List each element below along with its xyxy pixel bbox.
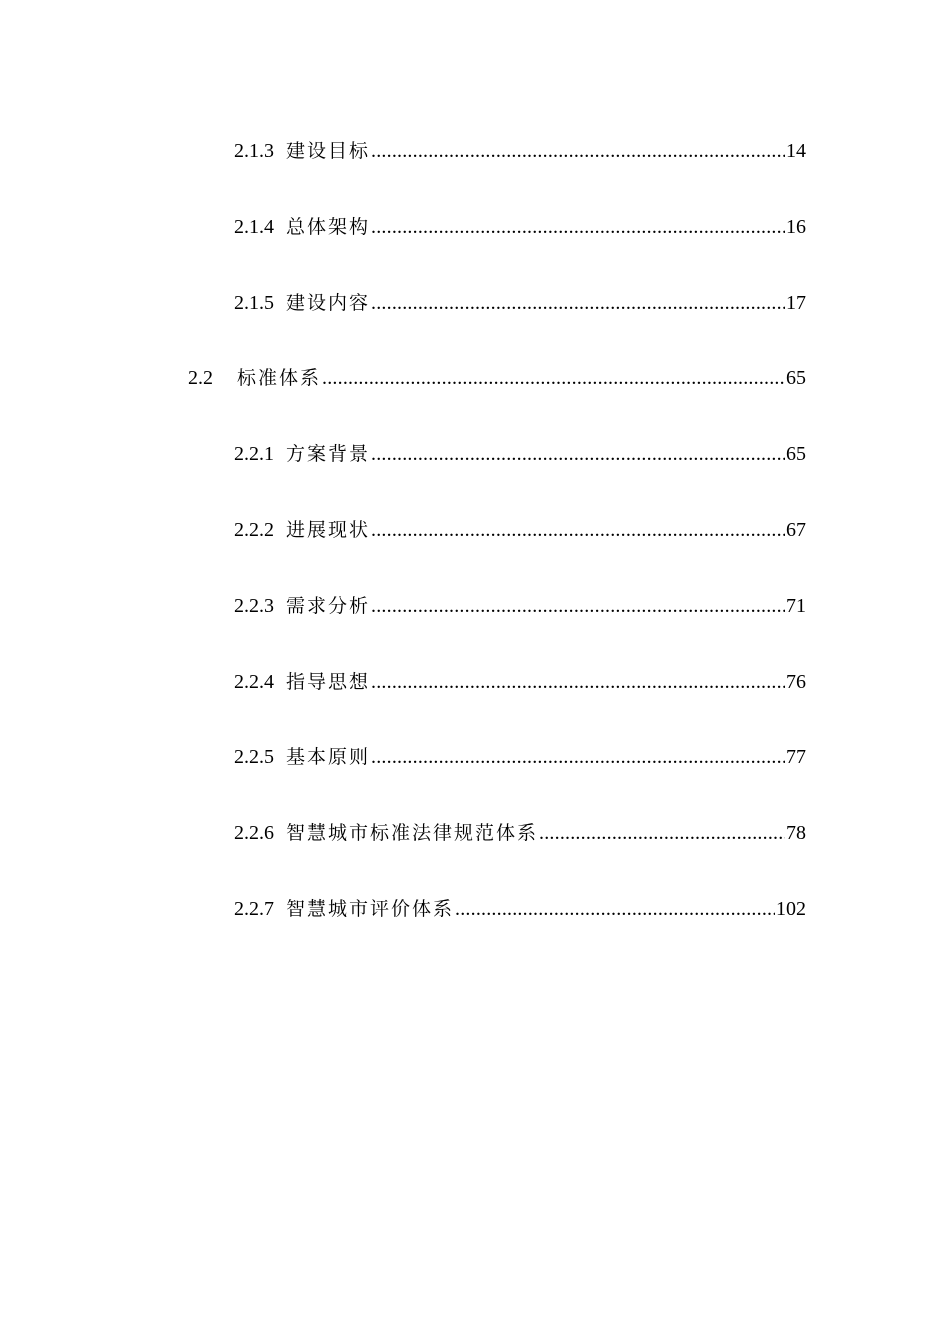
toc-entry-2-2-7[interactable]	[0, 890, 806, 966]
toc-entry-title: 总体架构	[286, 215, 371, 238]
toc-entry-2-2-4[interactable]	[0, 663, 806, 739]
toc-entry-page: 102	[776, 897, 806, 920]
toc-entry-page: 16	[786, 215, 806, 238]
toc-entry-number: 2.2.3	[234, 594, 274, 617]
toc-entry-title: 方案背景	[286, 443, 371, 466]
toc-entry-2-2-5[interactable]	[0, 738, 806, 814]
dot-leader	[371, 587, 785, 625]
dot-leader	[371, 663, 785, 701]
toc-entry-page: 65	[786, 443, 806, 466]
toc-entry-title: 建设目标	[286, 140, 371, 162]
toc-entry-title: 基本原则	[286, 746, 371, 769]
toc-entry-number: 2.1.4	[234, 215, 274, 238]
toc-entry-number: 2.2.4	[234, 670, 274, 693]
toc-entry-number: 2.1.3	[234, 140, 274, 162]
toc-entry-page: 71	[786, 594, 806, 617]
toc-entry-number: 2.2	[188, 367, 213, 390]
dot-leader	[371, 435, 785, 473]
toc-entry-title: 标准体系	[237, 367, 322, 390]
dot-leader	[371, 132, 785, 170]
toc-entry-title: 指导思想	[286, 670, 371, 693]
toc-entry-page: 78	[786, 822, 806, 845]
toc-entry-2-1-4[interactable]	[0, 208, 806, 284]
dot-leader	[371, 208, 785, 246]
dot-leader	[371, 511, 785, 549]
toc-entry-2-1-5[interactable]	[0, 284, 806, 360]
toc-entry-page: 77	[786, 746, 806, 769]
toc-entry-number: 2.2.5	[234, 746, 274, 769]
dot-leader	[371, 738, 785, 776]
toc-entry-number: 2.2.7	[234, 897, 274, 920]
toc-entry-title: 需求分析	[286, 594, 371, 617]
toc-entry-title: 智慧城市评价体系	[286, 897, 455, 920]
dot-leader	[455, 890, 775, 928]
toc-entry-number: 2.1.5	[234, 291, 274, 314]
toc-entry-title: 智慧城市标准法律规范体系	[286, 822, 539, 845]
toc-entry-2-2[interactable]	[0, 359, 806, 435]
toc-entry-2-2-1[interactable]	[0, 435, 806, 511]
dot-leader	[371, 284, 785, 322]
toc-entry-2-2-2[interactable]	[0, 511, 806, 587]
table-of-contents	[0, 132, 950, 966]
toc-entry-2-2-6[interactable]	[0, 814, 806, 890]
toc-entry-page: 76	[786, 670, 806, 693]
toc-entry-2-2-3[interactable]	[0, 587, 806, 663]
toc-entry-page: 14	[786, 140, 806, 162]
toc-entry-page: 17	[786, 291, 806, 314]
toc-entry-page: 65	[786, 367, 806, 390]
toc-entry-2-1-3[interactable]	[0, 132, 806, 208]
dot-leader	[539, 814, 785, 852]
toc-entry-page: 67	[786, 518, 806, 541]
toc-entry-title: 进展现状	[286, 518, 371, 541]
toc-entry-number: 2.2.2	[234, 518, 274, 541]
toc-entry-title: 建设内容	[286, 291, 371, 314]
toc-entry-number: 2.2.6	[234, 822, 274, 845]
dot-leader	[322, 359, 785, 397]
toc-entry-number: 2.2.1	[234, 443, 274, 466]
